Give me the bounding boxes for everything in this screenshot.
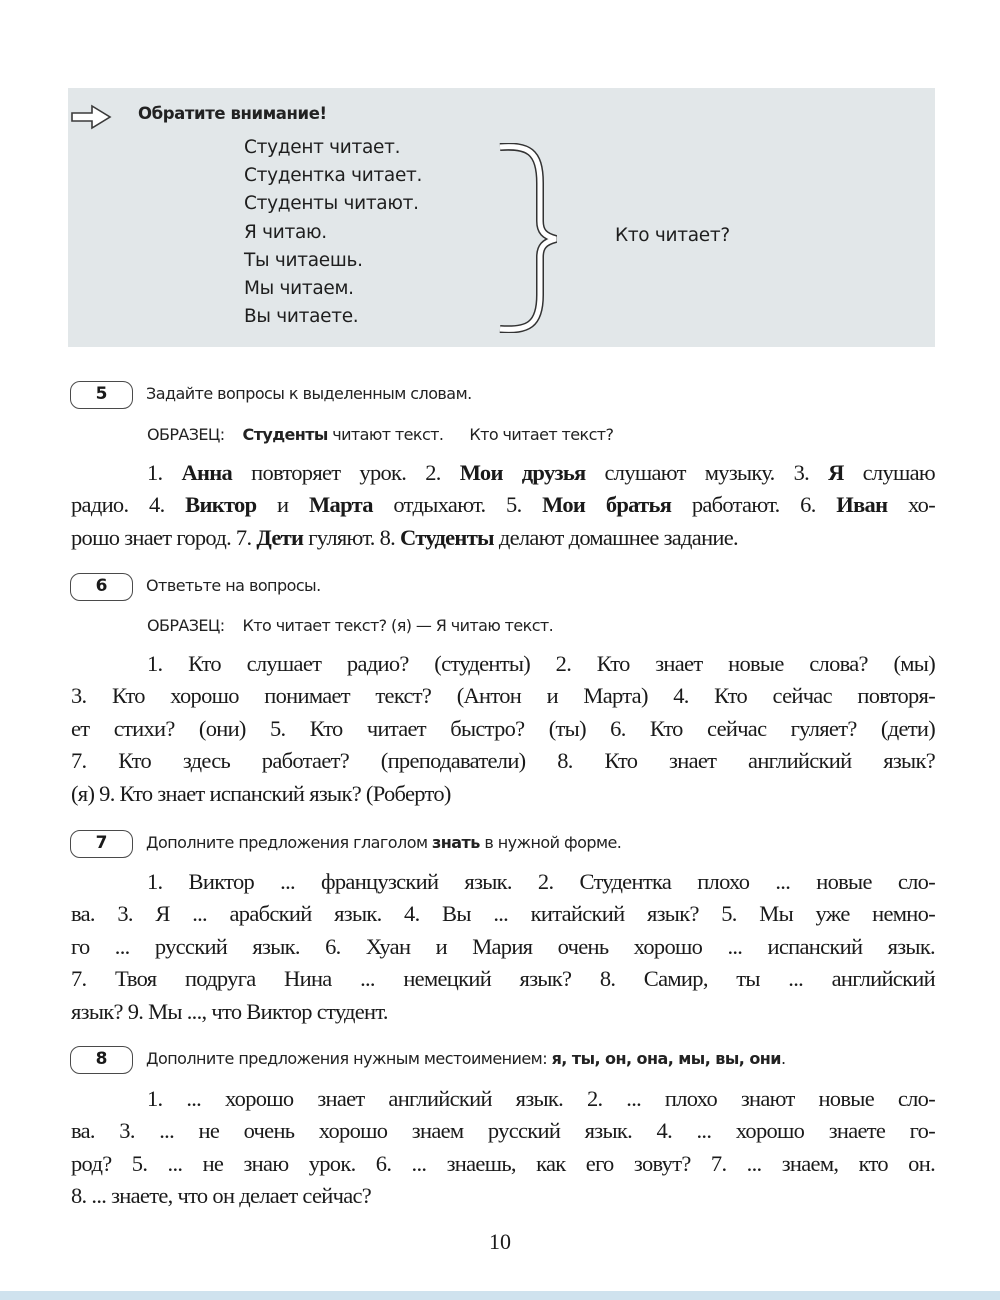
text-line: (я) 9. Кто знает испанский язык? (Роберто)	[71, 780, 451, 806]
note-example-line: Мы читаем.	[244, 278, 354, 300]
note-title: Обратите внимание!	[138, 104, 327, 123]
text-line: 1. Кто слушает радио? (студенты) 2. Кто знает новые слова? (мы)	[147, 651, 935, 676]
text-segment: слушают музыку. 3.	[585, 460, 829, 485]
text-line: род? 5. ... не знаю урок. 6. ... знаешь, как его зовут? 7. ... знаем, кто он.	[71, 1150, 935, 1176]
text-segment: радио. 4.	[71, 492, 186, 518]
text-segment: гуляют. 8.	[303, 524, 401, 550]
page-number: 10	[489, 1229, 511, 1254]
note-example-line: Ты читаешь.	[244, 249, 363, 271]
text-line: 7. Твоя подруга Нина ... немецкий язык? 8. Самир, ты ... английский	[71, 966, 935, 992]
text-line: 3. Кто хорошо понимает текст? (Антон и Марта) 4. Кто сейчас повторя-	[71, 683, 935, 709]
attention-note-box	[68, 88, 935, 347]
highlighted-word: Мои братья	[542, 492, 672, 518]
instruction-text: .	[780, 1049, 786, 1068]
text-line: го ... русский язык. 6. Хуан и Мария очень хорошо ... испанский язык.	[71, 933, 935, 959]
exercise-instruction	[146, 1049, 785, 1068]
exercise-5-sample	[147, 425, 613, 444]
exercise-instruction: Ответьте на вопросы.	[146, 576, 321, 595]
text-segment: хо-	[887, 492, 936, 518]
highlighted-word: Виктор	[185, 492, 257, 518]
bottom-decorative-strip	[0, 1291, 1000, 1300]
highlighted-word: Я	[828, 460, 844, 485]
text-line: 1. Виктор ... французский язык. 2. Студентка плохо ... новые сло-	[147, 869, 935, 894]
text-line: 1. ... хорошо знает английский язык. 2. ... плохо знают новые сло-	[147, 1086, 935, 1111]
exercise-instruction: Задайте вопросы к выделенным словам.	[146, 384, 472, 403]
highlighted-word: Студенты	[400, 524, 494, 550]
exercise-number-badge: 7	[70, 830, 133, 858]
right-curly-brace-icon	[498, 143, 568, 333]
text-line: 8. ... знаете, что он делает сейчас?	[71, 1183, 372, 1209]
highlighted-word: Марта	[309, 492, 373, 518]
note-example-line: Я читаю.	[244, 221, 327, 243]
note-example-line: Вы читаете.	[244, 306, 359, 328]
text-line	[71, 489, 935, 521]
instruction-text: Дополните предложения глаголом	[146, 833, 432, 852]
instruction-keyword: знать	[432, 833, 480, 852]
exercise-number-badge: 6	[70, 573, 133, 601]
exercise-5-text	[71, 457, 935, 554]
text-line: ет стихи? (они) 5. Кто читает быстро? (ты) 6. Кто сейчас гуляет? (дети)	[71, 715, 935, 741]
text-line: ва. 3. Я ... арабский язык. 4. Вы ... китайский язык? 5. Мы уже немно-	[71, 901, 935, 927]
arrow-right-outline-icon	[70, 104, 114, 130]
exercise-6-sample	[147, 616, 553, 635]
exercise-6-text	[71, 648, 935, 810]
note-example-line: Студентка читает.	[244, 165, 423, 187]
text-segment: слушаю	[843, 460, 936, 485]
sample-label: ОБРАЗЕЦ:	[147, 616, 225, 635]
exercise-number-badge: 8	[70, 1046, 133, 1074]
instruction-keyword: я, ты, он, она, мы, вы, они	[551, 1049, 781, 1068]
text-segment: работают. 6.	[671, 492, 837, 518]
highlighted-word: Мои друзья	[459, 460, 586, 485]
text-segment: 1.	[147, 460, 182, 485]
text-segment: повторяет урок. 2.	[232, 460, 460, 485]
sample-answer: Кто читает текст?	[469, 425, 614, 444]
instruction-text: в нужной форме.	[479, 833, 622, 852]
sample-label: ОБРАЗЕЦ:	[147, 425, 225, 444]
text-line	[71, 522, 935, 554]
instruction-text: Дополните предложения нужным местоимением:	[146, 1049, 552, 1068]
text-segment: рошо знает город. 7.	[71, 524, 257, 550]
highlighted-word: Иван	[836, 492, 888, 518]
note-examples	[244, 134, 422, 331]
text-segment: и	[256, 492, 310, 518]
sample-bold-word: Студенты	[242, 425, 328, 444]
text-line: ва. 3. ... не очень хорошо знаем русский язык. 4. ... хорошо знаете го-	[71, 1118, 935, 1144]
exercise-7-text	[71, 866, 935, 1028]
text-line: язык? 9. Мы ..., что Виктор студент.	[71, 998, 388, 1024]
highlighted-word: Анна	[181, 460, 233, 485]
text-line	[71, 457, 935, 489]
text-segment: отдыхают. 5.	[372, 492, 543, 518]
note-question: Кто читает?	[615, 225, 730, 246]
sample-text: Кто читает текст? (я) — Я читаю текст.	[242, 616, 554, 635]
note-example-line: Студенты читают.	[244, 193, 419, 215]
text-line: 7. Кто здесь работает? (преподаватели) 8. Кто знает английский язык?	[71, 748, 935, 774]
highlighted-word: Дети	[256, 524, 304, 550]
text-segment: делают домашнее задание.	[493, 524, 738, 550]
exercise-8-text	[71, 1083, 935, 1213]
sample-text: читают текст.	[332, 425, 444, 444]
exercise-instruction	[146, 833, 621, 852]
exercise-number-badge: 5	[70, 381, 133, 409]
note-example-line: Студент читает.	[244, 137, 401, 158]
